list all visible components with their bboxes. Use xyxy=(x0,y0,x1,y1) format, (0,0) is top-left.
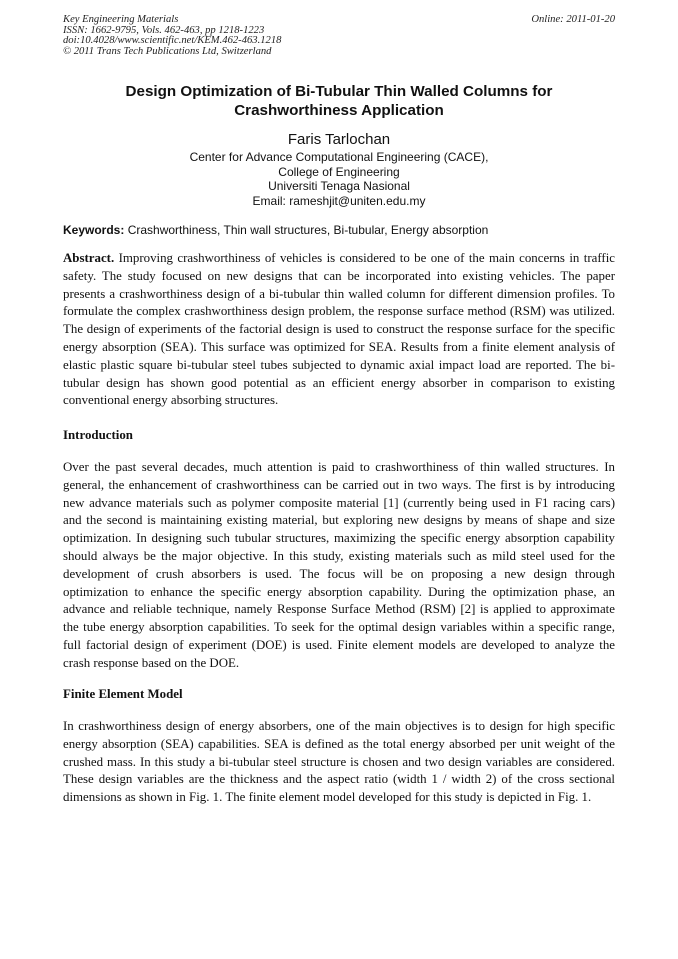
journal-copyright: © 2011 Trans Tech Publications Ltd, Switzerland xyxy=(63,45,272,57)
introduction-text: Over the past several decades, much attention is paid to crashworthiness of thin walled structures. In general, the enhancement of crashworthiness can be carried out in two ways. The first is by introducing new advance materials such as polymer composite material [1] (currently being used in F1 racing cars) and the second is maintaining existing material, but exploring new designs by means of shape and size optimization. In designing such tubular structures, maximizing the specific energy absorption capability should always be the major objective. In this study, existing materials such as mild steel used for the development of crush absorbers is used. The focus will be on proposing a new design through optimization to enhance the specific energy absorption capability. During the optimization phase, an advance and reliable technique, namely Response Surface Method (RSM) [2] is applied to approximate the tube energy absorption capabilities. To seek for the optimal design variables within a specific range, full factorial design of experiment (DOE) is used. Finite element models are developed to analyze the crash response based on the DOE. xyxy=(63,460,615,670)
paper-title: Design Optimization of Bi-Tubular Thin Walled Columns for Crashworthiness Application xyxy=(125,83,553,119)
author-name: Faris Tarlochan xyxy=(287,131,391,148)
affiliation-email[interactable]: Email: rameshjit@uniten.edu.my xyxy=(252,193,426,208)
abstract-label: Abstract. xyxy=(63,251,115,265)
introduction-heading: Introduction xyxy=(63,428,133,442)
abstract-text: Improving crashworthiness of vehicles is considered to be one of the main concerns in traffic safety. The study focused on new designs that can be incorporated into existing vehicles. The paper presents a crashworthiness design of a bi-tubular thin walled column for different dimension profiles. To formulate the complex crashworthiness design problem, the response surface method (RSM) was utilized. The design of experiments of the factorial design is used to construct the response surface for the specific energy absorption (SEA). This surface was optimized for SEA. Results from a finite element analysis of elastic plastic square bi-tubular steel tubes subjected to dynamic axial impact load are reported. The bi-tubular design has shown good potential as an efficient energy absorber in comparison to existing conventional energy absorbing structures. xyxy=(63,251,615,408)
keywords xyxy=(63,223,615,238)
affiliation-center: Center for Advance Computational Engineering (CACE), xyxy=(189,150,489,164)
fem-heading: Finite Element Model xyxy=(63,687,183,701)
author-affiliation xyxy=(63,150,615,208)
online-date: Online: 2011-01-20 xyxy=(531,14,615,25)
journal-issn: ISSN: 1662-9795, Vols. 462-463, pp 1218-1223 xyxy=(63,24,265,36)
fem-text: In crashworthiness design of energy absorbers, one of the main objectives is to design for high specific energy absorption (SEA) capabilities. SEA is defined as the total energy absorbed per unit weight of the crushed mass. In this study a bi-tubular steel structure is chosen and two design variables are considered. These design variables are the thickness and the aspect ratio (width 1 / width 2) of the cross sectional dimensions as shown in Fig. 1. The finite element model developed for this study is depicted in Fig. 1. xyxy=(63,719,615,805)
journal-header xyxy=(63,15,281,57)
keywords-label: Keywords: xyxy=(63,223,125,237)
abstract xyxy=(63,250,615,410)
affiliation-university: Universiti Tenaga Nasional xyxy=(268,179,410,194)
journal-doi[interactable]: doi:10.4028/www.scientific.net/KEM.462-463.1218 xyxy=(63,35,282,47)
keywords-text: Crashworthiness, Thin wall structures, Bi-tubular, Energy absorption xyxy=(124,223,489,237)
journal-name: Key Engineering Materials xyxy=(63,14,179,25)
affiliation-college: College of Engineering xyxy=(278,164,400,179)
